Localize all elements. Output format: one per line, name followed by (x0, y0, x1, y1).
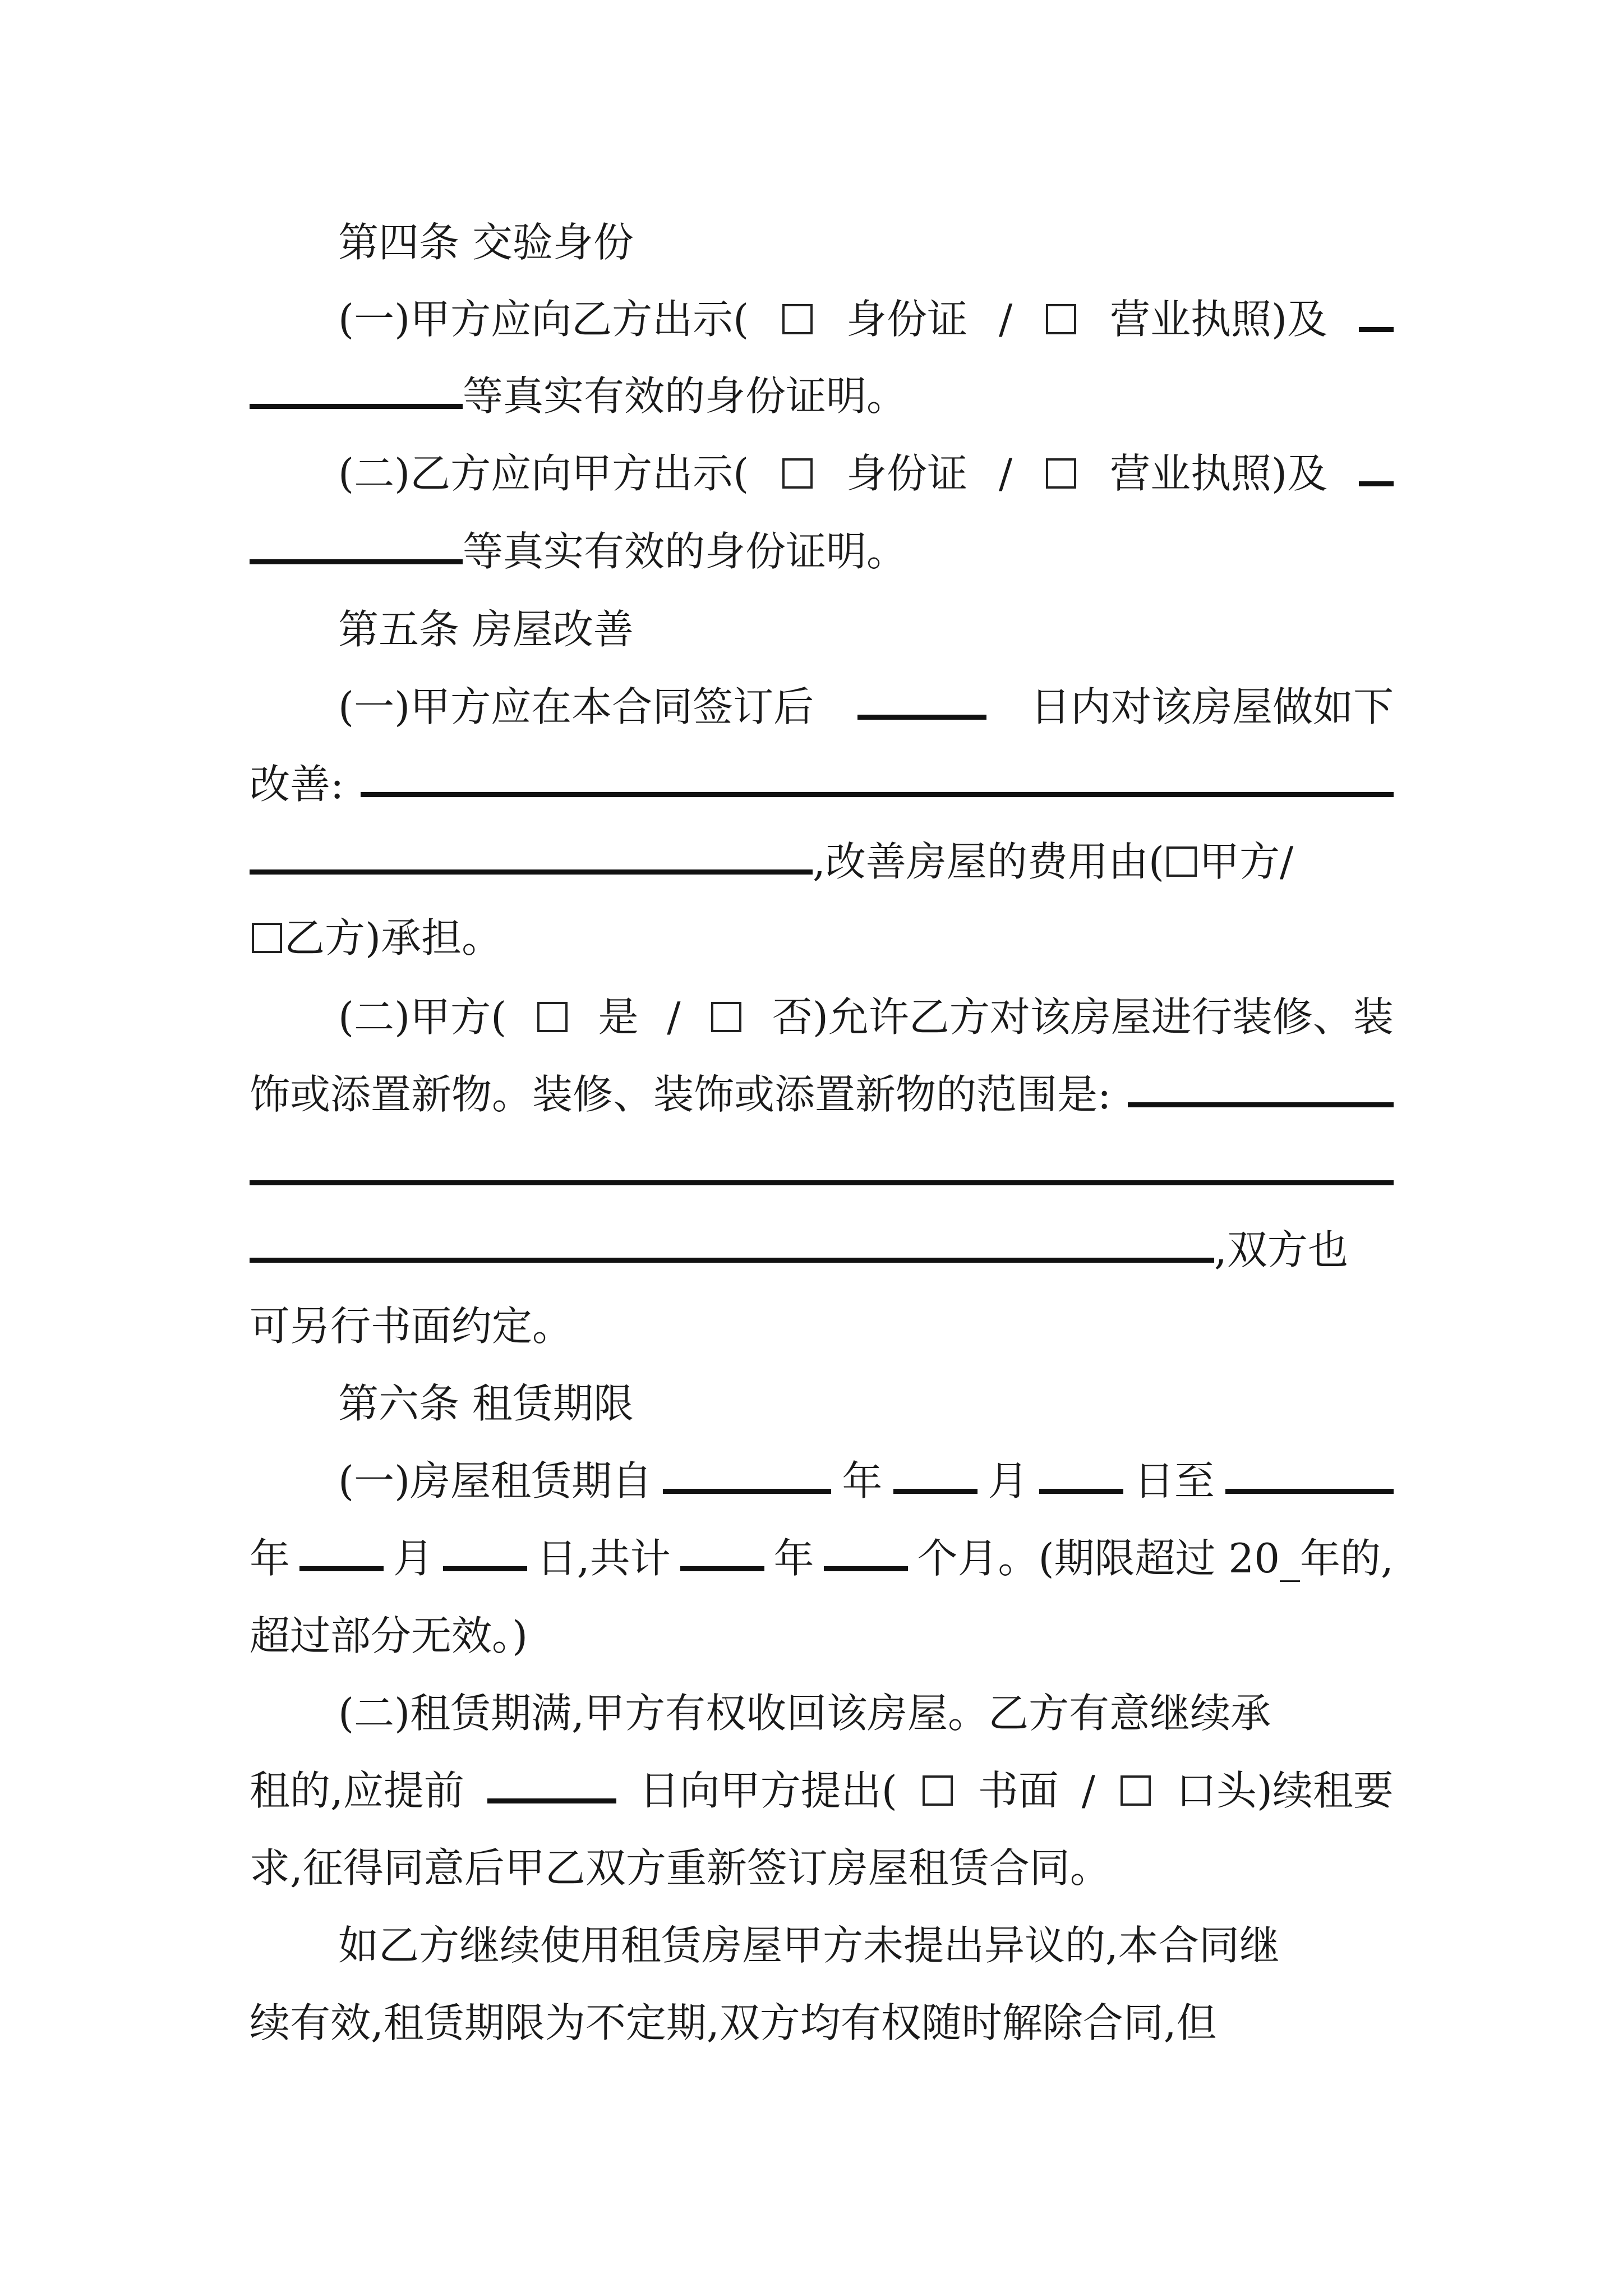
article6-title (338, 1370, 1394, 1437)
article6-clause2-line1 (338, 1680, 1394, 1747)
blank-field-scope[interactable] (1128, 1102, 1394, 1107)
clause-text: 饰或添置新物。装修、装饰或添置新物的范围是: (250, 1071, 1112, 1118)
option-label: 身份证 (846, 296, 968, 343)
article4-clause2-line1 (338, 440, 1394, 507)
clause-text: (二)甲方( (338, 993, 507, 1041)
clause-text: (二)乙方应向甲方出示( (338, 450, 749, 497)
clause-text: 续有效,租赁期限为不定期,双方均有权随时解除合同,但 (250, 1999, 1217, 2046)
option-separator: / (998, 296, 1013, 343)
clause-text: 超过部分无效。) (250, 1612, 528, 1659)
article5-clause1-line1 (338, 673, 1394, 740)
clause-text: (二)租赁期满,甲方有权收回该房屋。乙方有意继续承 (338, 1690, 1271, 1737)
blank-field-total-years[interactable] (680, 1566, 764, 1571)
option-label: 营业执照)及 (1110, 450, 1328, 497)
blank-field[interactable] (250, 404, 463, 409)
article5-title (338, 596, 1394, 663)
option-label: 乙方)承担。 (284, 914, 502, 961)
checkbox-id-card[interactable] (782, 458, 813, 489)
option-label: 身份证 (846, 450, 968, 497)
blank-field[interactable] (1359, 481, 1394, 486)
article4-clause2-line2 (250, 518, 1394, 585)
option-label: 是 (598, 993, 639, 1041)
blank-field-days[interactable] (857, 715, 986, 720)
clause-text: 年 (250, 1535, 291, 1582)
option-label: 甲方/ (1198, 838, 1294, 885)
clause-text: 年 (773, 1535, 814, 1582)
article5-clause2-line1 (338, 983, 1394, 1051)
checkbox-tenant[interactable] (252, 923, 282, 953)
blank-field-end-day[interactable] (443, 1566, 527, 1571)
article6-clause1-line1 (338, 1447, 1394, 1515)
article4-title (338, 209, 1394, 276)
clause-text: 年 (842, 1457, 883, 1504)
blank-field-end-month[interactable] (299, 1566, 384, 1571)
article4-clause1-line1 (338, 286, 1394, 353)
clause-text: 日,共计 (536, 1535, 671, 1582)
article6-para3-line1 (338, 1912, 1394, 1979)
article5-clause1-line3 (250, 828, 1394, 895)
article5-clause2-line5 (250, 1292, 1394, 1360)
article4-clause1-line2 (250, 362, 1394, 430)
clause-text: (一)房屋租赁期自 (338, 1457, 653, 1504)
clause-text: (一)甲方应向乙方出示( (338, 296, 749, 343)
clause-text: 如乙方继续使用租赁房屋甲方未提出异议的,本合同继 (338, 1922, 1280, 1969)
blank-field-scope[interactable] (250, 1180, 1394, 1185)
checkbox-written[interactable] (923, 1775, 953, 1806)
article6-clause1-line3 (250, 1602, 1394, 1669)
article5-clause1-line4 (250, 904, 1394, 972)
blank-field[interactable] (1359, 327, 1394, 332)
blank-field-notice-days[interactable] (487, 1798, 616, 1803)
clause-text: 可另行书面约定。 (250, 1303, 573, 1350)
clause-text: 求,征得同意后甲乙双方重新签订房屋租赁合同。 (250, 1844, 1110, 1892)
clause-text: 等真实有效的身份证明。 (463, 372, 907, 420)
blank-field[interactable] (250, 559, 463, 564)
checkbox-no[interactable] (711, 1002, 741, 1032)
blank-field-improvements[interactable] (250, 869, 813, 875)
checkbox-landlord[interactable] (1166, 846, 1197, 877)
article6-clause1-line2 (250, 1525, 1394, 1592)
checkbox-id-card[interactable] (782, 304, 813, 334)
article5-title-text: 第五条 房屋改善 (338, 606, 634, 653)
article5-clause2-line3 (250, 1139, 1394, 1206)
blank-field-start-month[interactable] (893, 1489, 978, 1494)
article6-clause2-line3 (250, 1834, 1394, 1902)
clause-text: 日向甲方提出( (639, 1767, 897, 1814)
blank-field-scope[interactable] (250, 1258, 1214, 1263)
option-label: 口头)续租要 (1175, 1767, 1394, 1814)
article5-clause2-line2 (250, 1061, 1394, 1128)
blank-field-start-day[interactable] (1039, 1489, 1123, 1494)
clause-text: ,双方也 (1214, 1226, 1348, 1273)
checkbox-yes[interactable] (537, 1002, 568, 1032)
checkbox-business-license[interactable] (1046, 304, 1076, 334)
article5-clause1-line2 (250, 751, 1394, 818)
clause-text: 改善: (250, 761, 344, 808)
blank-field-improvements[interactable] (361, 792, 1394, 797)
checkbox-business-license[interactable] (1046, 458, 1076, 489)
article6-title-text: 第六条 租赁期限 (338, 1380, 634, 1427)
clause-text: 个月。(期限超过 20_年的, (917, 1535, 1394, 1582)
clause-text: 日至 (1133, 1457, 1215, 1504)
checkbox-oral[interactable] (1121, 1775, 1151, 1806)
clause-text: 月 (988, 1457, 1029, 1504)
article4-title-text: 第四条 交验身份 (338, 219, 634, 266)
blank-field-total-months[interactable] (824, 1566, 908, 1571)
clause-text: (一)甲方应在本合同签订后 (338, 683, 814, 730)
blank-field-start-year[interactable] (663, 1489, 831, 1494)
article6-clause2-line2 (250, 1757, 1394, 1824)
clause-text: ,改善房屋的费用由( (813, 838, 1164, 885)
blank-field-end-year[interactable] (1225, 1489, 1394, 1494)
option-label: 书面 (978, 1767, 1059, 1814)
clause-text: 日内对该房屋做如下 (1030, 683, 1394, 730)
clause-text: 等真实有效的身份证明。 (463, 528, 907, 575)
option-separator: / (1081, 1767, 1095, 1814)
option-label: 营业执照)及 (1110, 296, 1328, 343)
clause-text: 月 (393, 1535, 434, 1582)
option-label: 否)允许乙方对该房屋进行装修、装 (772, 993, 1394, 1041)
article6-para3-line2 (250, 1989, 1394, 2056)
clause-text: 租的,应提前 (250, 1767, 464, 1814)
option-separator: / (998, 450, 1013, 497)
option-separator: / (667, 993, 681, 1041)
article5-clause2-line4 (250, 1216, 1394, 1283)
